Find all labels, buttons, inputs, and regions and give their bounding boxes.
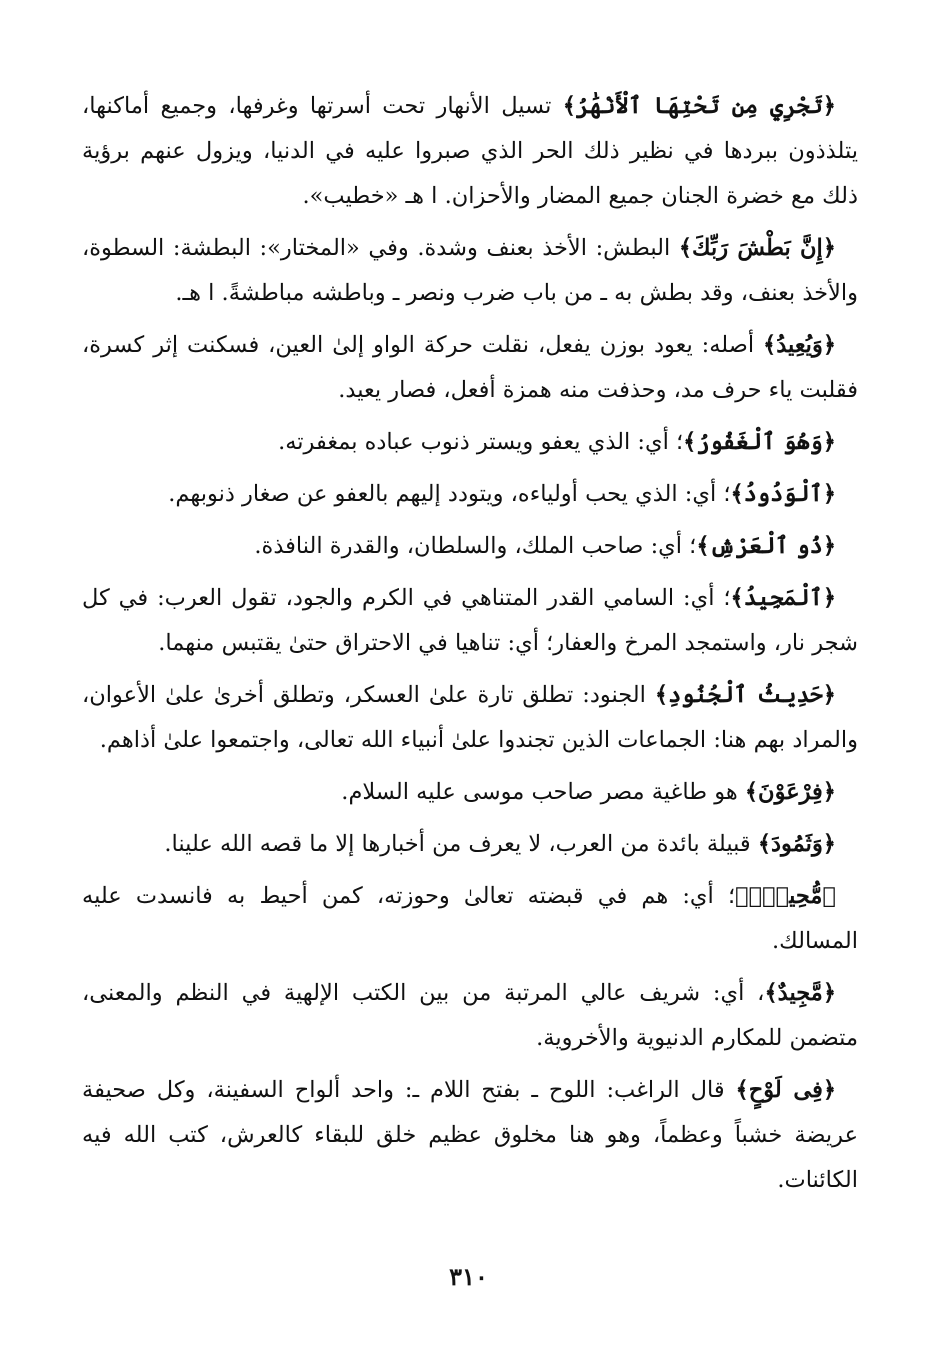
quran-term: ﴿ٱلْوَدُودُ﴾ [730,481,836,507]
quran-term: ﴿وَيُعِيدُ﴾ [763,332,836,358]
quran-term: ﴿حَدِيثُ ٱلْجُنُودِ﴾ [654,682,836,708]
paragraph-text: البطش: الأخذ بعنف وشدة. وفي «المختار»: البطشة: السطوة، والأخذ بعنف، وقد بطش به ـ من باب ضرب ونصر ـ وباطشه مباطشةً. ا هـ. [82,235,858,306]
paragraph-text: الجنود: تطلق تارة علىٰ العسكر، وتطلق أخرىٰ علىٰ الأعوان، والمراد بهم هنا: الجماعات الذين تجندوا علىٰ أنبياء الله تعالى، واجتمعوا علىٰ أذاهم. [82,682,858,753]
paragraph-text: هو طاغية مصر صاحب موسى عليه السلام. [341,779,745,805]
paragraph-text: ؛ أي: السامي القدر المتناهي في الكرم والجود، تقول العرب: في كل شجر نار، واستمجد المرخ والعفار؛ أي: تناهيا في الاحتراق حتىٰ يقتبس منهما. [82,585,858,656]
paragraph-text: ، أي: شريف عالي المرتبة من بين الكتب الإلهية في النظم والمعنى، متضمن للمكارم الدنيوية والأخروية. [82,980,858,1051]
paragraph-text: ؛ أي: هم في قبضته تعالىٰ وحوزته، كمن أحيط به فانسدت عليه المسالك. [82,883,858,954]
page-number: ٣١٠ [449,1262,488,1291]
paragraph-arsh [82,524,858,569]
paragraph-text: قبيلة بائدة من العرب، لا يعرف من أخبارها إلا ما قصه الله علينا. [164,831,758,857]
paragraph-majid-quran [82,971,858,1061]
paragraph-majid [82,576,858,666]
paragraph-lawh [82,1068,858,1203]
quran-term: ﴿فِى لَوْحٍ﴾ [735,1077,837,1103]
paragraph-thamud [82,822,858,867]
paragraph-text: ؛ أي: الذي يحب أولياءه، ويتودد إليهم بالعفو عن صغار ذنوبهم. [168,481,731,507]
quran-term: ﴿وَثَمُودَ﴾ [757,831,836,857]
paragraph-text: ؛ أي: الذي يعفو ويستر ذنوب عباده بمغفرته. [278,429,684,455]
paragraph-batsh [82,226,858,316]
paragraph-yuid [82,323,858,413]
paragraph-firawn [82,770,858,815]
paragraph-ghafur [82,420,858,465]
quran-term: ﴿تَجْرِي مِن تَحْتِهَا ٱلْأَنْهَٰرُ﴾ [562,93,836,119]
paragraph-text: تسيل الأنهار تحت أسرتها وغرفها، وجميع أماكنها، يتلذذون ببردها في نظير ذلك الحر الذي صبروا عليه في الدنيا، ويزول عنهم برؤية ذلك مع خضرة الجنان جميع المضار والأحزان. ا هـ «خطيب». [82,93,858,209]
paragraph-wadud [82,472,858,517]
quran-term: ﴿ذُو ٱلْعَرْشِ﴾ [696,533,836,559]
quran-term: ﴿مَّجِيدٌ﴾ [764,980,836,1006]
quran-term: ﴿وَهُوَ ٱلْغَفُورُ﴾ [683,429,836,455]
quran-term: ﴿إِنَّ بَطْشَ رَبِّكَ﴾ [678,235,836,261]
paragraph-muhit [82,874,858,964]
quran-term: ﴿مُّحِيطٌۢ﴾ [735,883,836,909]
paragraph-text: قال الراغب: اللوح ـ بفتح اللام ـ: واحد ألواح السفينة، وكل صحيفة عريضة خشباً وعظماً، وهو هنا مخلوق عظيم خلق للبقاء كالعرش، كتب الله فيه الكائنات. [82,1077,858,1193]
page-body [82,84,858,1314]
paragraph-text: أصله: يعود بوزن يفعل، نقلت حركة الواو إلىٰ العين، فسكنت إثر كسرة، فقلبت ياء حرف مد، وحذفت منه همزة أفعل، فصار يعيد. [82,332,858,403]
quran-term: ﴿فِرْعَوْنَ﴾ [744,779,836,805]
paragraph-tajri [82,84,858,219]
paragraph-text: ؛ أي: صاحب الملك، والسلطان، والقدرة النافذة. [254,533,697,559]
quran-term: ﴿ٱلْمَجِيدُ﴾ [730,585,836,611]
paragraph-junud [82,673,858,763]
